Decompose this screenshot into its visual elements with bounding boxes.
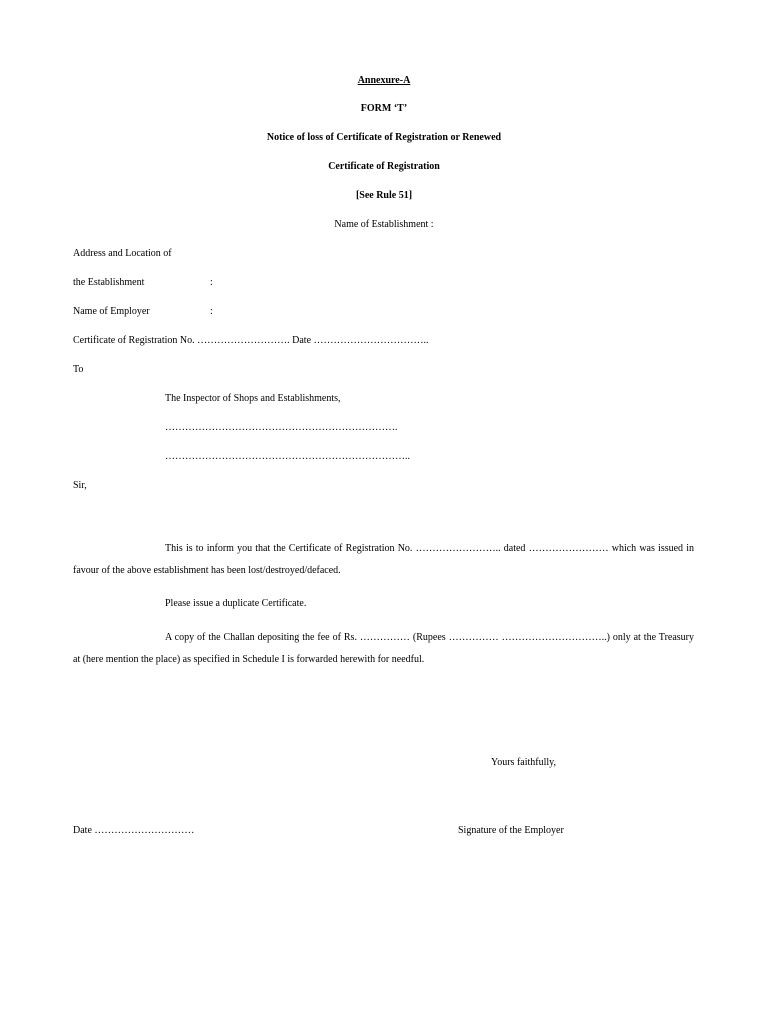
employer-colon: : — [210, 306, 213, 317]
employer-label: Name of Employer — [73, 306, 150, 317]
address-colon: : — [210, 277, 213, 288]
to-label: To — [73, 364, 84, 375]
body-paragraph-3 — [73, 627, 694, 671]
form-heading: FORM ‘T’ — [360, 103, 408, 114]
notice-title: Notice of loss of Certificate of Registration or Renewed — [266, 132, 502, 143]
body-paragraph-2-text: Please issue a duplicate Certificate. — [165, 598, 307, 609]
body-paragraph-3-text: A copy of the Challan depositing the fee of Rs. …………… (Rupees …………… …………………………..) only at the Treasury at (here mention the place) as specified in Schedule I is forwarded herewith for needful. — [73, 632, 694, 665]
certificate-subtitle: Certificate of Registration — [328, 161, 440, 172]
body-paragraph-1 — [73, 538, 694, 582]
date-line: Date ………………………… — [73, 825, 195, 836]
address-label-line1: Address and Location of — [73, 248, 172, 259]
recipient-line1: The Inspector of Shops and Establishments, — [165, 393, 341, 404]
recipient-line2: ……………………………………………………………. — [165, 422, 398, 433]
recipient-line3: ……………………………………………………………….. — [165, 451, 410, 462]
yours-faithfully: Yours faithfully, — [491, 757, 557, 768]
certificate-number-line: Certificate of Registration No. ………………………. Date …………………………….. — [73, 335, 429, 346]
establishment-name-label: Name of Establishment : — [334, 219, 434, 230]
annexure-heading: Annexure-A — [357, 75, 411, 86]
address-label-line2: the Establishment — [73, 277, 145, 288]
body-paragraph-2 — [73, 593, 694, 615]
body-paragraph-1-text: This is to inform you that the Certificate of Registration No. …………………….. dated …………………… which was issued in favour of the above establishment has been lost/destroyed/defaced. — [73, 543, 694, 576]
salutation: Sir, — [73, 480, 87, 491]
rule-reference: [See Rule 51] — [355, 190, 413, 201]
employer-signature-label: Signature of the Employer — [458, 825, 564, 836]
